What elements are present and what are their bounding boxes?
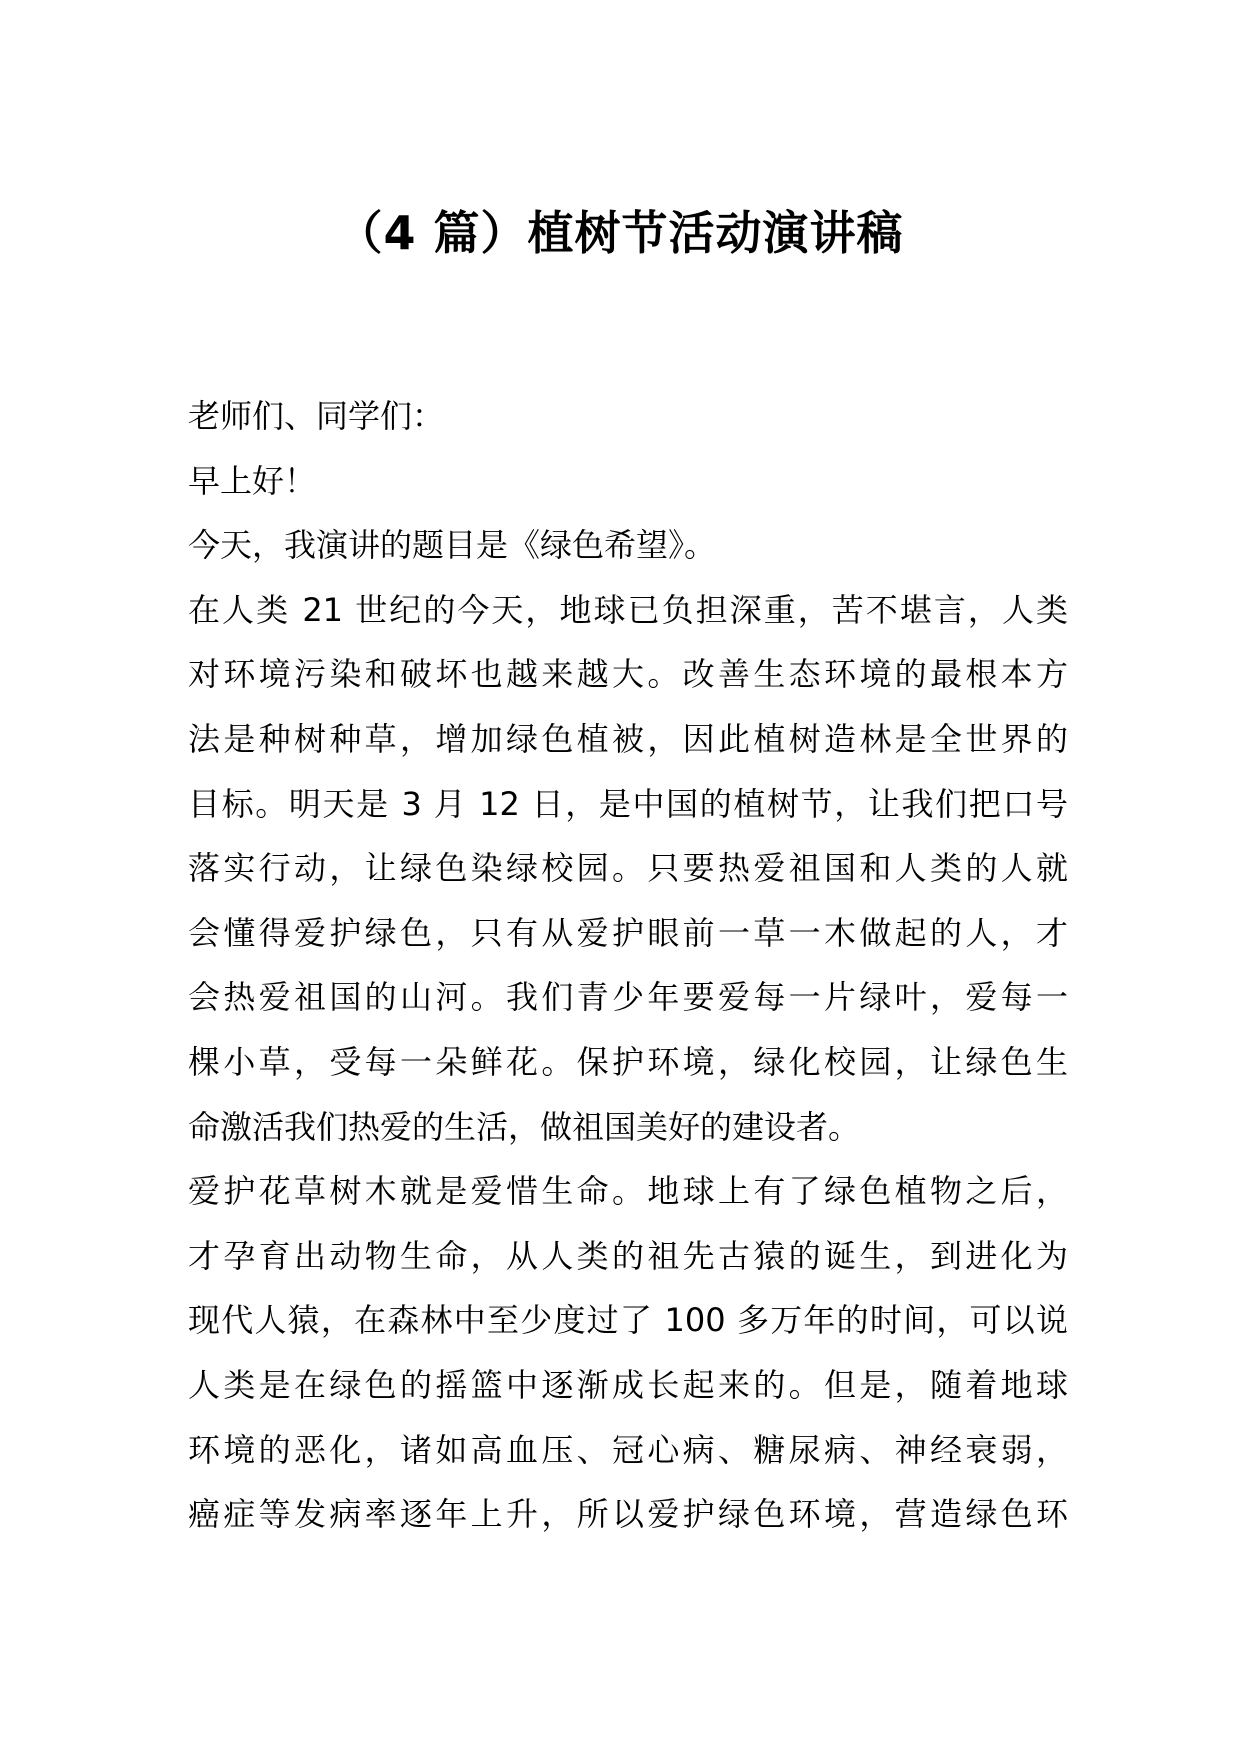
paragraph-line: 棵小草，受每一朵鲜花。保护环境，绿化校园，让绿色生: [188, 1042, 1068, 1081]
paragraph-line: 才孕育出动物生命，从人类的祖先古猿的诞生，到进化为: [188, 1236, 1068, 1275]
paragraph-line: 目标。明天是 3 月 12 日，是中国的植树节，让我们把口号: [188, 784, 1068, 823]
paragraph-line: 人类是在绿色的摇篮中逐渐成长起来的。但是，随着地球: [188, 1365, 1068, 1404]
paragraph-line: 老师们、同学们：: [188, 397, 445, 435]
paragraph-line: 法是种树种草，增加绿色植被，因此植树造林是全世界的: [188, 719, 1068, 758]
document-body: [188, 384, 1068, 1547]
paragraph-line: 对环境污染和破坏也越来越大。改善生态环境的最根本方: [188, 655, 1068, 694]
document-title: （4 篇）植树节活动演讲稿: [336, 206, 904, 260]
paragraph-line: 在人类 21 世纪的今天，地球已负担深重，苦不堪言，人类: [188, 590, 1068, 629]
paragraph-line: 命激活我们热爱的生活，做祖国美好的建设者。: [188, 1107, 861, 1146]
paragraph-line: 会热爱祖国的山河。我们青少年要爱每一片绿叶，爱每一: [188, 978, 1068, 1017]
paragraph-line: 现代人猿，在森林中至少度过了 100 多万年的时间，可以说: [188, 1301, 1068, 1340]
paragraph-line: 落实行动，让绿色染绿校园。只要热爱祖国和人类的人就: [188, 849, 1068, 888]
paragraph-line: 环境的恶化，诸如高血压、冠心病、糖尿病、神经衰弱，: [188, 1430, 1068, 1469]
paragraph-line: 早上好！: [188, 461, 317, 500]
paragraph-line: 爱护花草树木就是爱惜生命。地球上有了绿色植物之后，: [188, 1172, 1068, 1211]
paragraph-line: 今天，我演讲的题目是《绿色希望》。: [188, 526, 717, 565]
paragraph-line: 癌症等发病率逐年上升，所以爱护绿色环境，营造绿色环: [188, 1495, 1068, 1534]
paragraph-line: 会懂得爱护绿色，只有从爱护眼前一草一木做起的人，才: [188, 913, 1068, 952]
